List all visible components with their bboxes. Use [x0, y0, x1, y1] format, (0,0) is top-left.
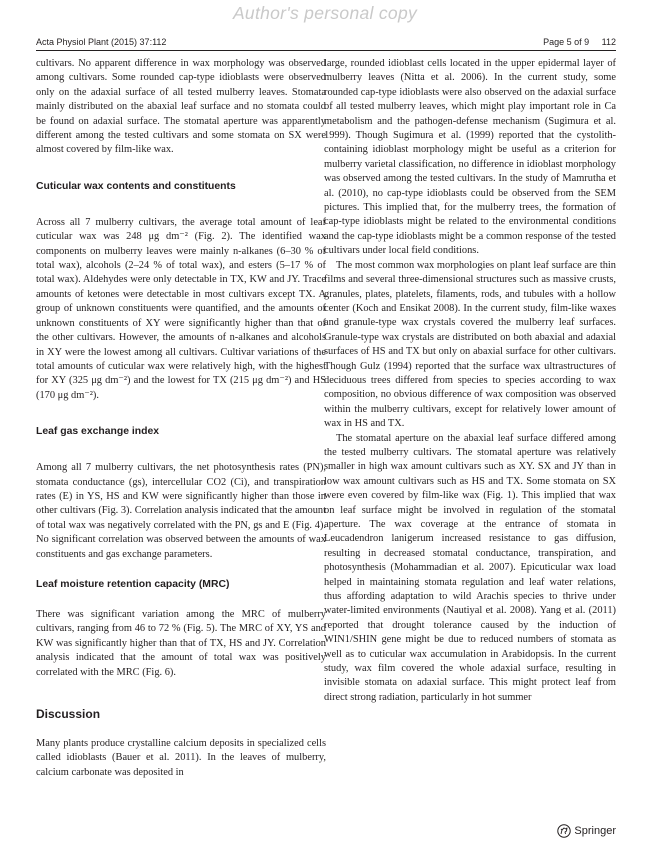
page-number: Page 5 of 9: [543, 37, 590, 47]
right-column: [324, 57, 616, 705]
watermark: Author's personal copy: [232, 3, 418, 23]
paragraph: Across all 7 mulberry cultivars, the average total amount of leaf cuticular wax was 248 μg dm⁻² (Fig. 2). The identified wax components on mulberry leaves were mainly n-alkanes (6–30 % of total wax), alcohols (2–24 % of total wax), and esters (5–17 % of total wax). Aldehydes were only detectable in TX, KW and JY. Trace amounts of ketones were detectable in most cultivars except TX. A group of unknown constituents were quantified, and the amounts of unknown constituents of XY were significantly higher than that of the other cultivars. However, the amounts of n-alkanes and alcohols in XY were the lowest among all cultivars. Cultivar variations of the total amounts of cuticular wax were relatively high, with the highest for XY (325 μg dm⁻²) and the lowest for TX (215 μg dm⁻²) and HS (170 μg dm⁻²).: [36, 216, 326, 401]
article-number: 112: [601, 37, 616, 47]
section-heading-cuticular-wax: Cuticular wax contents and constituents: [36, 180, 236, 192]
publisher-name: Springer: [574, 825, 616, 837]
paragraph: Among all 7 mulberry cultivars, the net photosynthesis rates (PN), stomata conductance (gs), intercellular CO2 (Ci), and transpiration rates (E) in YS, HS and KW were significantly higher than those in other cultivars (Fig. 3). Correlation analysis indicated that the amount of total wax was negatively correlated with the PN, gs and E (Fig. 4). No significant correlation was observed between the amounts of wax constituents and gas exchange parameters.: [36, 462, 326, 560]
running-header: [36, 37, 616, 51]
header-rule: [36, 50, 616, 51]
left-column: [36, 57, 326, 780]
springer-horse-logo-icon: [557, 824, 571, 838]
paragraph: The stomatal aperture on the abaxial leaf surface differed among the tested mulberry cultivars. The stomatal aperture was relatively smaller in high wax amount cultivars such as XY. SX and JY than in low wax amount cultivars such as HS and TX. Some stomata on SX were even covered by film-like wax (Fig. 1). This implied that wax on leaf surface might be involved in regulation of the stomatal aperture. The wax coverage at the entrance of stomata in Leucadendron lanigerum increased resistance to gas diffusion, resulting in decreased stomatal conductance, transpiration, and photosynthesis (Mohammadian et al. 2007). Epicuticular wax load helped in maintaining stomata regulation and leaf water relations, thus affording adaptation to wild Arachis species to thrive under water-limited environments (Nautiyal et al. 2008). Yang et al. (2011) reported that drought tolerance caused by the induction of WIN1/SHIN gene might be due to reduced numbers of stomata as well as to cuticular wax accumulation in Arabidopsis. In the current study, wax film covered the whole adaxial surface, resulting in invisible stomata on adaxial surface. This might protect leaf from direct strong radiation, particularly in hot summer: [324, 432, 616, 703]
section-heading-discussion: Discussion: [36, 707, 101, 721]
paragraph: The most common wax morphologies on plant leaf surface are thin films and several three-dimensional structures such as massive crusts, granules, plates, platelets, filaments, rods, and tubules with a hollow center (Koch and Ensikat 2008). In the current study, film-like waxes and granule-type wax crystals covered the mulberry leaf surfaces. Granule-type wax crystals are distributed on both abaxial and adaxial surfaces of HS and TX but only on abaxial surface for other cultivars. Though Gulz (1994) reported that the surface wax ultrastructures of deciduous trees differed from species to species according to wax composition, no obvious difference of wax composition was observed within the mulberry cultivars, except for relatively lower amount of wax in HS and TX.: [324, 259, 616, 430]
section-heading-mrc: Leaf moisture retention capacity (MRC): [36, 578, 230, 590]
section-heading-gas-exchange: Leaf gas exchange index: [36, 426, 160, 438]
paragraph: cultivars. No apparent difference in wax morphology was observed among cultivars. Some rounded cap-type idioblasts were observed only on the adaxial surface of all tested mulberry leaves. Stomata mainly distributed on the abaxial leaf surface and no stomata could be found on adaxial surface. The stomatal aperture was apparently different among the tested cultivars and some stomata on SX were almost covered by film-like wax.: [36, 58, 326, 156]
paragraph: There was significant variation among the MRC of mulberry cultivars, ranging from 46 to 72 % (Fig. 5). The MRC of XY, YS and KW was significantly higher than that of TX, HS and JY. Correlation analysis indicated that the amount of total wax was positively correlated with the MRC (Fig. 6).: [36, 608, 326, 678]
publisher-footer: [557, 824, 616, 838]
page-info: [533, 37, 616, 47]
paragraph: Many plants produce crystalline calcium deposits in specialized cells called idioblasts (Bauer et al. 2011). In the leaves of mulberry, calcium carbonate was deposited in: [36, 738, 326, 778]
paragraph: large, rounded idioblast cells located in the upper epidermal layer of mulberry leaves (Nitta et al. 2006). In the current study, some rounded cap-type idioblasts were also observed on the adaxial surface of all tested mulberry leaves, which might play important role in Ca metabolism and the pathogen-defense mechanism (Sugimura et al. 1999). Though Sugimura et al. (1999) reported that the cystolith-containing idioblast morphology might be useful as a criterion for mulberry varietal classification, no difference in idioblast morphology was observed among the tested cultivars. In the study of Mamrutha et al. (2010), no cap-type idioblasts could be observed from the SEM pictures. This implied that, for the mulberry trees, the formation of cap-type idioblasts might be related to the environmental conditions and the cap-type idioblasts might be a common response of the tested cultivars under local field conditions.: [324, 58, 616, 257]
journal-citation: Acta Physiol Plant (2015) 37:112: [36, 37, 167, 47]
